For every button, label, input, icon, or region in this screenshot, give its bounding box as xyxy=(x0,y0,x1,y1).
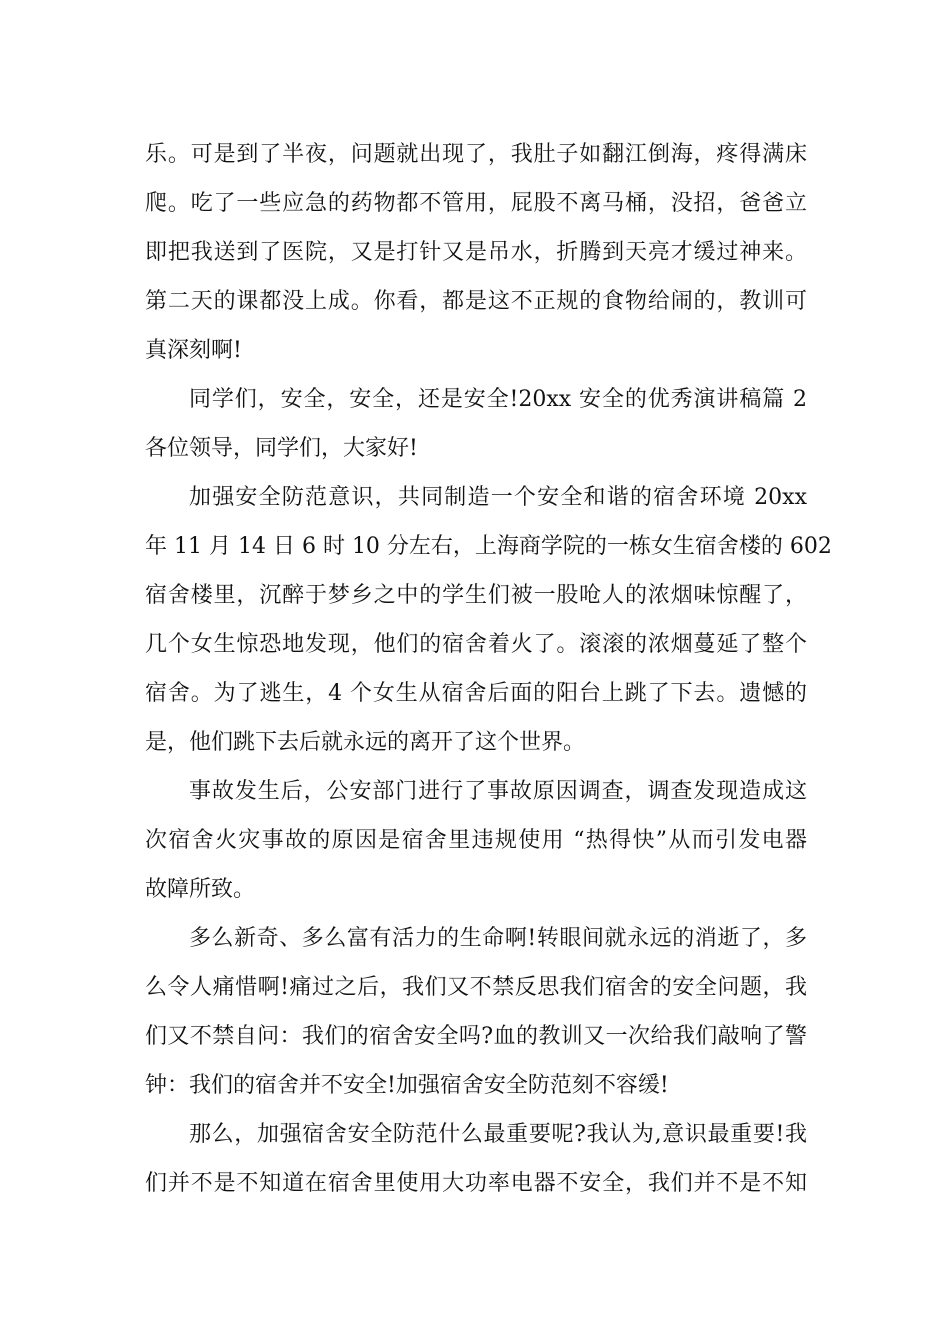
text-line: 真深刻啊! xyxy=(145,338,242,363)
text-line: 宿舍楼里，沉醉于梦乡之中的学生们被一股呛人的浓烟味惊醒了， xyxy=(145,583,807,608)
text-line: 同学们，安全，安全，还是安全!20xx 安全的优秀演讲稿篇 2 xyxy=(189,387,807,412)
text-line: 年 11 月 14 日 6 时 10 分左右，上海商学院的一栋女生宿舍楼的 602 xyxy=(145,534,832,559)
text-line: 乐。可是到了半夜，问题就出现了，我肚子如翻江倒海，疼得满床 xyxy=(145,142,807,167)
text-line: 即把我送到了医院，又是打针又是吊水，折腾到天亮才缓过神来。 xyxy=(145,240,807,265)
text-line: 宿舍。为了逃生，4 个女生从宿舍后面的阳台上跳了下去。遗憾的 xyxy=(145,681,807,706)
text-line: 们并不是不知道在宿舍里使用大功率电器不安全，我们并不是不知 xyxy=(145,1171,807,1196)
document-body xyxy=(145,130,832,1208)
text-line: 那么，加强宿舍安全防范什么最重要呢?我认为,意识最重要!我 xyxy=(189,1122,807,1147)
text-line: 几个女生惊恐地发现，他们的宿舍着火了。滚滚的浓烟蔓延了整个 xyxy=(145,632,807,657)
text-line: 次宿舍火灾事故的原因是宿舍里违规使用 “热得快”从而引发电器 xyxy=(145,828,807,853)
text-line: 故障所致。 xyxy=(145,877,256,902)
text-line: 第二天的课都没上成。你看，都是这不正规的食物给闹的，教训可 xyxy=(145,289,807,314)
text-line: 么令人痛惜啊!痛过之后，我们又不禁反思我们宿舍的安全问题，我 xyxy=(145,975,807,1000)
text-line: 是，他们跳下去后就永远的离开了这个世界。 xyxy=(145,730,586,755)
text-line: 钟：我们的宿舍并不安全!加强宿舍安全防范刻不容缓! xyxy=(145,1073,669,1098)
text-line: 多么新奇、多么富有活力的生命啊!转眼间就永远的消逝了，多 xyxy=(189,926,807,951)
text-line: 加强安全防范意识，共同制造一个安全和谐的宿舍环境 20xx xyxy=(189,485,807,510)
text-line: 各位领导，同学们，大家好! xyxy=(145,436,418,461)
text-line: 事故发生后，公安部门进行了事故原因调查，调查发现造成这 xyxy=(189,779,807,804)
text-line: 爬。吃了一些应急的药物都不管用，屁股不离马桶，没招，爸爸立 xyxy=(145,191,807,216)
text-line: 们又不禁自问：我们的宿舍安全吗?血的教训又一次给我们敲响了警 xyxy=(145,1024,807,1049)
